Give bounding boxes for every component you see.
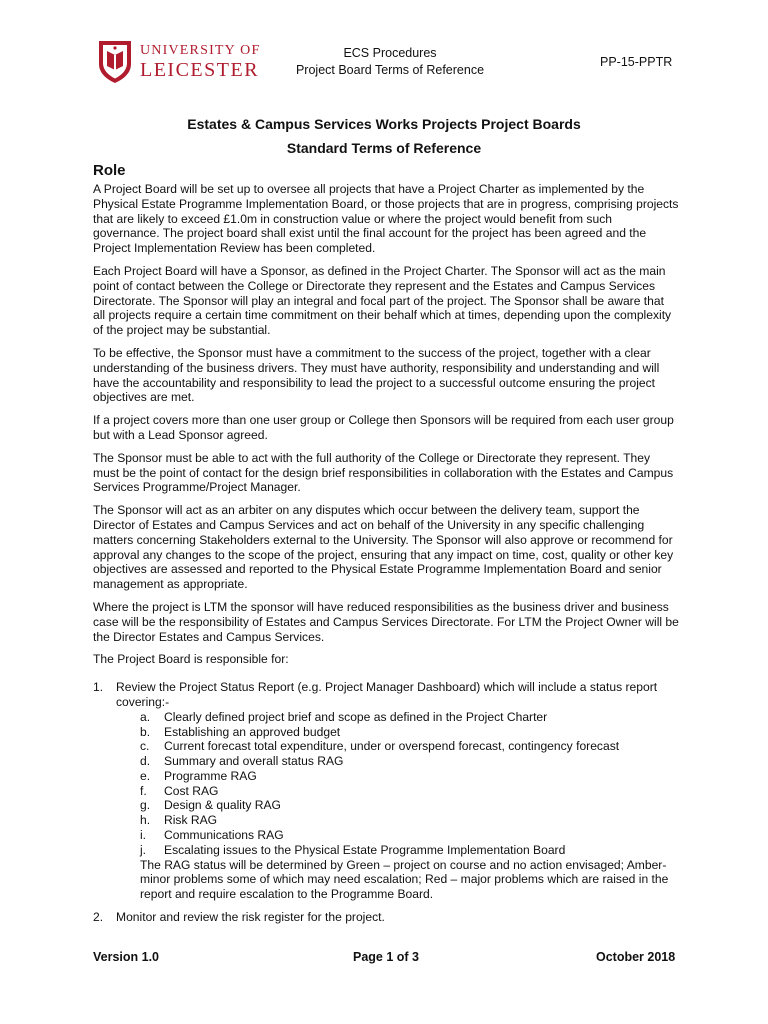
document-title: Estates & Campus Services Works Projects Project Boards: [187, 116, 581, 132]
list-number: 1.: [93, 680, 104, 695]
sublist-letter: c.: [140, 739, 150, 754]
sublist-text: Escalating issues to the Physical Estate Programme Implementation Board: [164, 842, 566, 857]
sublist-letter: a.: [140, 709, 151, 724]
sublist-letter: i.: [140, 828, 147, 843]
paragraph: Where the project is LTM the sponsor will have reduced responsibilities as the business driver and business case will be the responsibility of Estates and Campus Services Directorate. For LTM the Project Owner will be the Director Estates and Campus Services.: [93, 599, 679, 644]
sublist-text: Summary and overall status RAG: [164, 754, 344, 769]
list-number: 2.: [93, 910, 104, 925]
sublist-letter: d.: [140, 754, 151, 769]
sublist-letter: f.: [140, 783, 147, 798]
paragraph: Each Project Board will have a Sponsor, as defined in the Project Charter. The Sponsor will act as the main point of contact between the College or Directorate they represent and the Estates and Campus Services Directorate. The Sponsor will play an integral and focal part of the project. The Sponsor shall be aware that all projects require a certain time commitment on their behalf which at times, depending upon the complexity of the project may be substantial.: [93, 263, 672, 338]
sublist-letter: h.: [140, 813, 151, 828]
sublist-text: Clearly defined project brief and scope as defined in the Project Charter: [164, 709, 548, 724]
header-procedures: ECS Procedures: [343, 46, 437, 60]
sublist-text: Programme RAG: [164, 768, 257, 783]
footer-page-number: Page 1 of 3: [353, 950, 419, 964]
paragraph: To be effective, the Sponsor must have a commitment to the success of the project, together with a clear understanding of the business drivers. They must have authority, responsibility and understanding and will have the accountability and responsibility to lead the project to a successful outcome ensuring the project objectives are met.: [93, 345, 660, 405]
sublist-text: Risk RAG: [164, 813, 218, 828]
sublist-text: Current forecast total expenditure, under or overspend forecast, contingency forecast: [164, 739, 620, 754]
document-subtitle: Standard Terms of Reference: [286, 140, 482, 156]
sublist-item: [140, 784, 679, 799]
sublist-text: Communications RAG: [164, 828, 284, 843]
list-item-text: Monitor and review the risk register for the project.: [116, 910, 385, 925]
sublist-letter: b.: [140, 724, 151, 739]
sublist-letter: e.: [140, 768, 151, 783]
paragraph: The Project Board is responsible for:: [93, 652, 289, 667]
document-body: [93, 182, 679, 933]
paragraph: The Sponsor will act as an arbiter on any disputes which occur between the delivery team, support the Director of Estates and Campus Services and act on behalf of the University in any specific challenging matters concerning Stakeholders external to the University. The Sponsor will also approve or recommend for approval any changes to the scope of the project, ensuring that any impact on time, cost, quality or other key objectives are assessed and reported to the Physical Estate Programme Implementation Board and senior management as appropriate.: [93, 503, 674, 592]
header-doc-title: Project Board Terms of Reference: [295, 63, 485, 77]
sublist-item: [140, 843, 679, 858]
paragraph: The Sponsor must be able to act with the full authority of the College or Directorate they represent. They must be the point of contact for the design brief responsibilities in collaboration with the Estates and Campus Services Programme/Project Manager.: [93, 450, 674, 495]
list-item-text: Review the Project Status Report (e.g. Project Manager Dashboard) which will include a status report covering:-: [116, 680, 658, 709]
sublist-item: [140, 769, 679, 784]
sublist-text: Cost RAG: [164, 783, 219, 798]
list-item: [93, 680, 679, 902]
sublist-item: [140, 710, 679, 725]
sublist-item: [140, 725, 679, 740]
footer-version: Version 1.0: [93, 950, 160, 964]
sublist-item: [140, 798, 679, 813]
sublist-item: [140, 828, 679, 843]
responsibilities-list: [93, 680, 679, 925]
footer-date: October 2018: [596, 950, 676, 964]
sublist-item: [140, 754, 679, 769]
sublist-item: [140, 739, 679, 754]
status-report-sublist: [116, 710, 679, 858]
rag-status-note: The RAG status will be determined by Green – project on course and no action envisaged; Amber- minor problems some of which may need escalation; Red – major problems which are raised in the report and require escalation to the Programme Board.: [140, 857, 669, 902]
section-heading-role: Role: [93, 162, 126, 179]
sublist-text: Design & quality RAG: [164, 798, 281, 813]
header-center: [250, 45, 530, 79]
sublist-letter: g.: [140, 798, 151, 813]
sublist-item: [140, 813, 679, 828]
paragraph: If a project covers more than one user group or College then Sponsors will be required from each user group but with a Lead Sponsor agreed.: [93, 413, 674, 442]
sublist-letter: j.: [140, 842, 147, 857]
document-reference: PP-15-PPTR: [600, 55, 673, 69]
university-crest-icon: [98, 40, 132, 84]
logo-text-line2: LEICESTER: [140, 59, 260, 81]
sublist-text: Establishing an approved budget: [164, 724, 341, 739]
logo-text-line1: UNIVERSITY OF: [140, 43, 261, 58]
paragraph: A Project Board will be set up to oversee all projects that have a Project Charter as implemented by the Physical Estate Programme Implementation Board, or those projects that are in progress, comprising projects that are likely to exceed £1.0m in construction value or where the project would benefit from such governance. The project board shall exist until the final account for the project has been agreed and the Project Implementation Review has been completed.: [93, 182, 679, 256]
list-item: [93, 910, 679, 925]
university-logo: [98, 40, 261, 86]
